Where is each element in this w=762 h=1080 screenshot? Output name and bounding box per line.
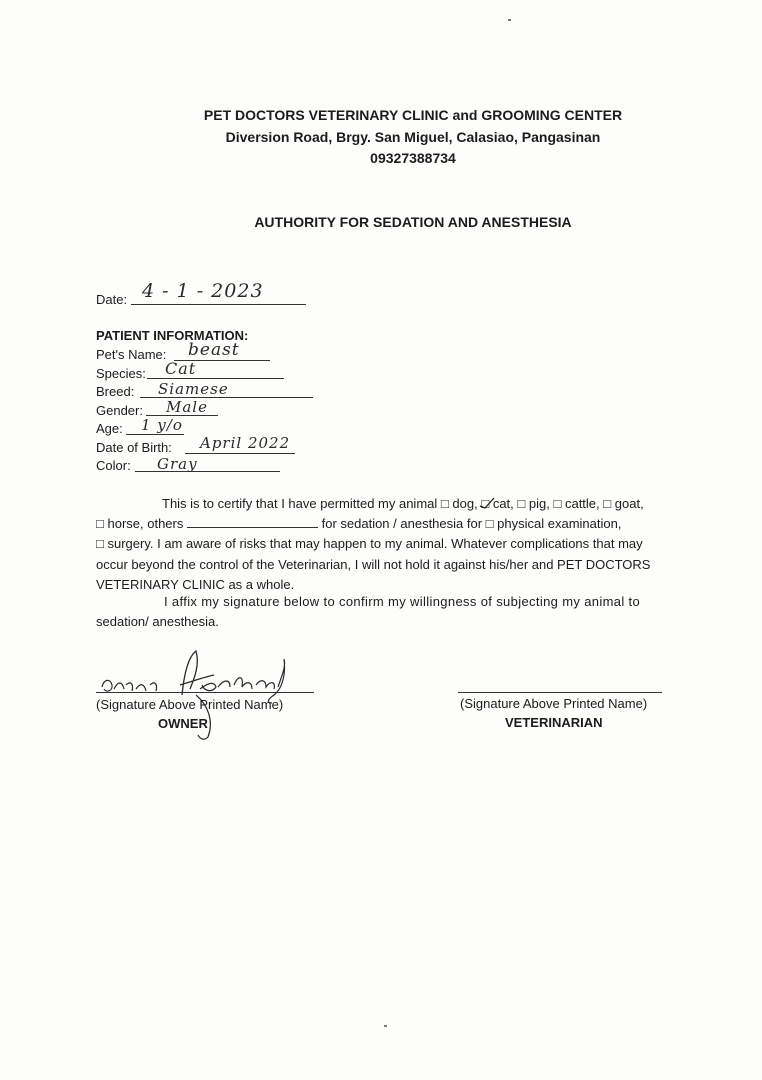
cert-line-4: occur beyond the control of the Veterinarian, I will not hold it against his/her and PET DOCTORS xyxy=(96,557,651,572)
breed-value[interactable]: Siamese xyxy=(158,380,229,398)
cert-line-5: VETERINARY CLINIC as a whole. xyxy=(96,577,295,592)
form-title: AUTHORITY FOR SEDATION AND ANESTHESIA xyxy=(254,214,572,230)
date-value[interactable]: 4 - 1 - 2023 xyxy=(142,280,264,302)
others-blank[interactable] xyxy=(187,516,318,528)
species-value[interactable]: Cat xyxy=(165,359,197,378)
clinic-address: Diversion Road, Brgy. San Miguel, Calasiao, Pangasinan xyxy=(225,129,601,145)
affix-line-2: sedation/ anesthesia. xyxy=(96,614,219,629)
checkbox-dog[interactable]: □ xyxy=(440,496,449,511)
pet-name-value[interactable]: beast xyxy=(188,340,240,360)
scan-speck xyxy=(508,19,511,21)
cert-line-1 xyxy=(162,494,644,515)
option-cat-label: cat, xyxy=(492,496,514,511)
age-value[interactable]: 1 y/o xyxy=(141,416,183,434)
dob-underline xyxy=(185,453,295,454)
dob-value[interactable]: April 2022 xyxy=(200,434,291,452)
checkbox-cattle[interactable]: □ xyxy=(553,496,562,511)
patient-info-heading: PATIENT INFORMATION: xyxy=(96,328,249,343)
veterinarian-signature-caption: (Signature Above Printed Name) xyxy=(460,696,648,711)
cert-line-2 xyxy=(96,514,621,535)
owner-signature-caption: (Signature Above Printed Name) xyxy=(96,697,284,712)
scan-speck xyxy=(384,1025,387,1027)
cert-text-2: for sedation / anesthesia for xyxy=(321,516,483,531)
option-surgery-label: surgery. I am aware of risks that may happen to my animal. Whatever complications that may xyxy=(107,536,643,551)
option-dog-label: dog, xyxy=(452,496,478,511)
option-cattle-label: cattle, xyxy=(564,496,600,511)
gender-label: Gender: xyxy=(96,403,143,418)
option-pig-label: pig, xyxy=(528,496,550,511)
checkbox-goat[interactable]: □ xyxy=(603,496,612,511)
date-label: Date: xyxy=(96,292,128,307)
date-underline xyxy=(131,304,306,305)
breed-label: Breed: xyxy=(96,384,135,399)
owner-role-label: OWNER xyxy=(158,716,208,731)
gender-value[interactable]: Male xyxy=(166,398,208,416)
checkbox-pig[interactable]: □ xyxy=(517,496,526,511)
checkbox-cat[interactable]: □ xyxy=(481,496,489,511)
checkbox-physical-exam[interactable]: □ xyxy=(485,516,494,531)
option-horse-label: horse, others xyxy=(107,516,184,531)
option-physical-exam-label: physical examination, xyxy=(497,516,622,531)
option-goat-label: goat, xyxy=(614,496,644,511)
cert-text: This is to certify that I have permitted my animal xyxy=(162,496,438,511)
checkbox-surgery[interactable]: □ xyxy=(96,536,104,551)
cert-line-3 xyxy=(96,534,643,555)
species-underline xyxy=(147,378,284,379)
clinic-phone: 09327388734 xyxy=(370,150,456,166)
veterinarian-signature-line[interactable] xyxy=(458,692,662,693)
checkmark-icon xyxy=(479,496,495,510)
checkbox-horse[interactable]: □ xyxy=(96,516,104,531)
color-value[interactable]: Gray xyxy=(157,455,198,473)
clinic-name: PET DOCTORS VETERINARY CLINIC and GROOMING CENTER xyxy=(203,107,623,123)
age-label: Age: xyxy=(96,421,123,436)
color-label: Color: xyxy=(96,458,131,473)
pet-name-label: Pet's Name: xyxy=(96,347,167,362)
age-underline xyxy=(126,434,184,435)
affix-line-1: I affix my signature below to confirm my willingness of subjecting my animal to xyxy=(164,594,641,609)
dob-label: Date of Birth: xyxy=(96,440,172,455)
species-label: Species: xyxy=(96,366,146,381)
veterinarian-role-label: VETERINARIAN xyxy=(505,715,603,730)
